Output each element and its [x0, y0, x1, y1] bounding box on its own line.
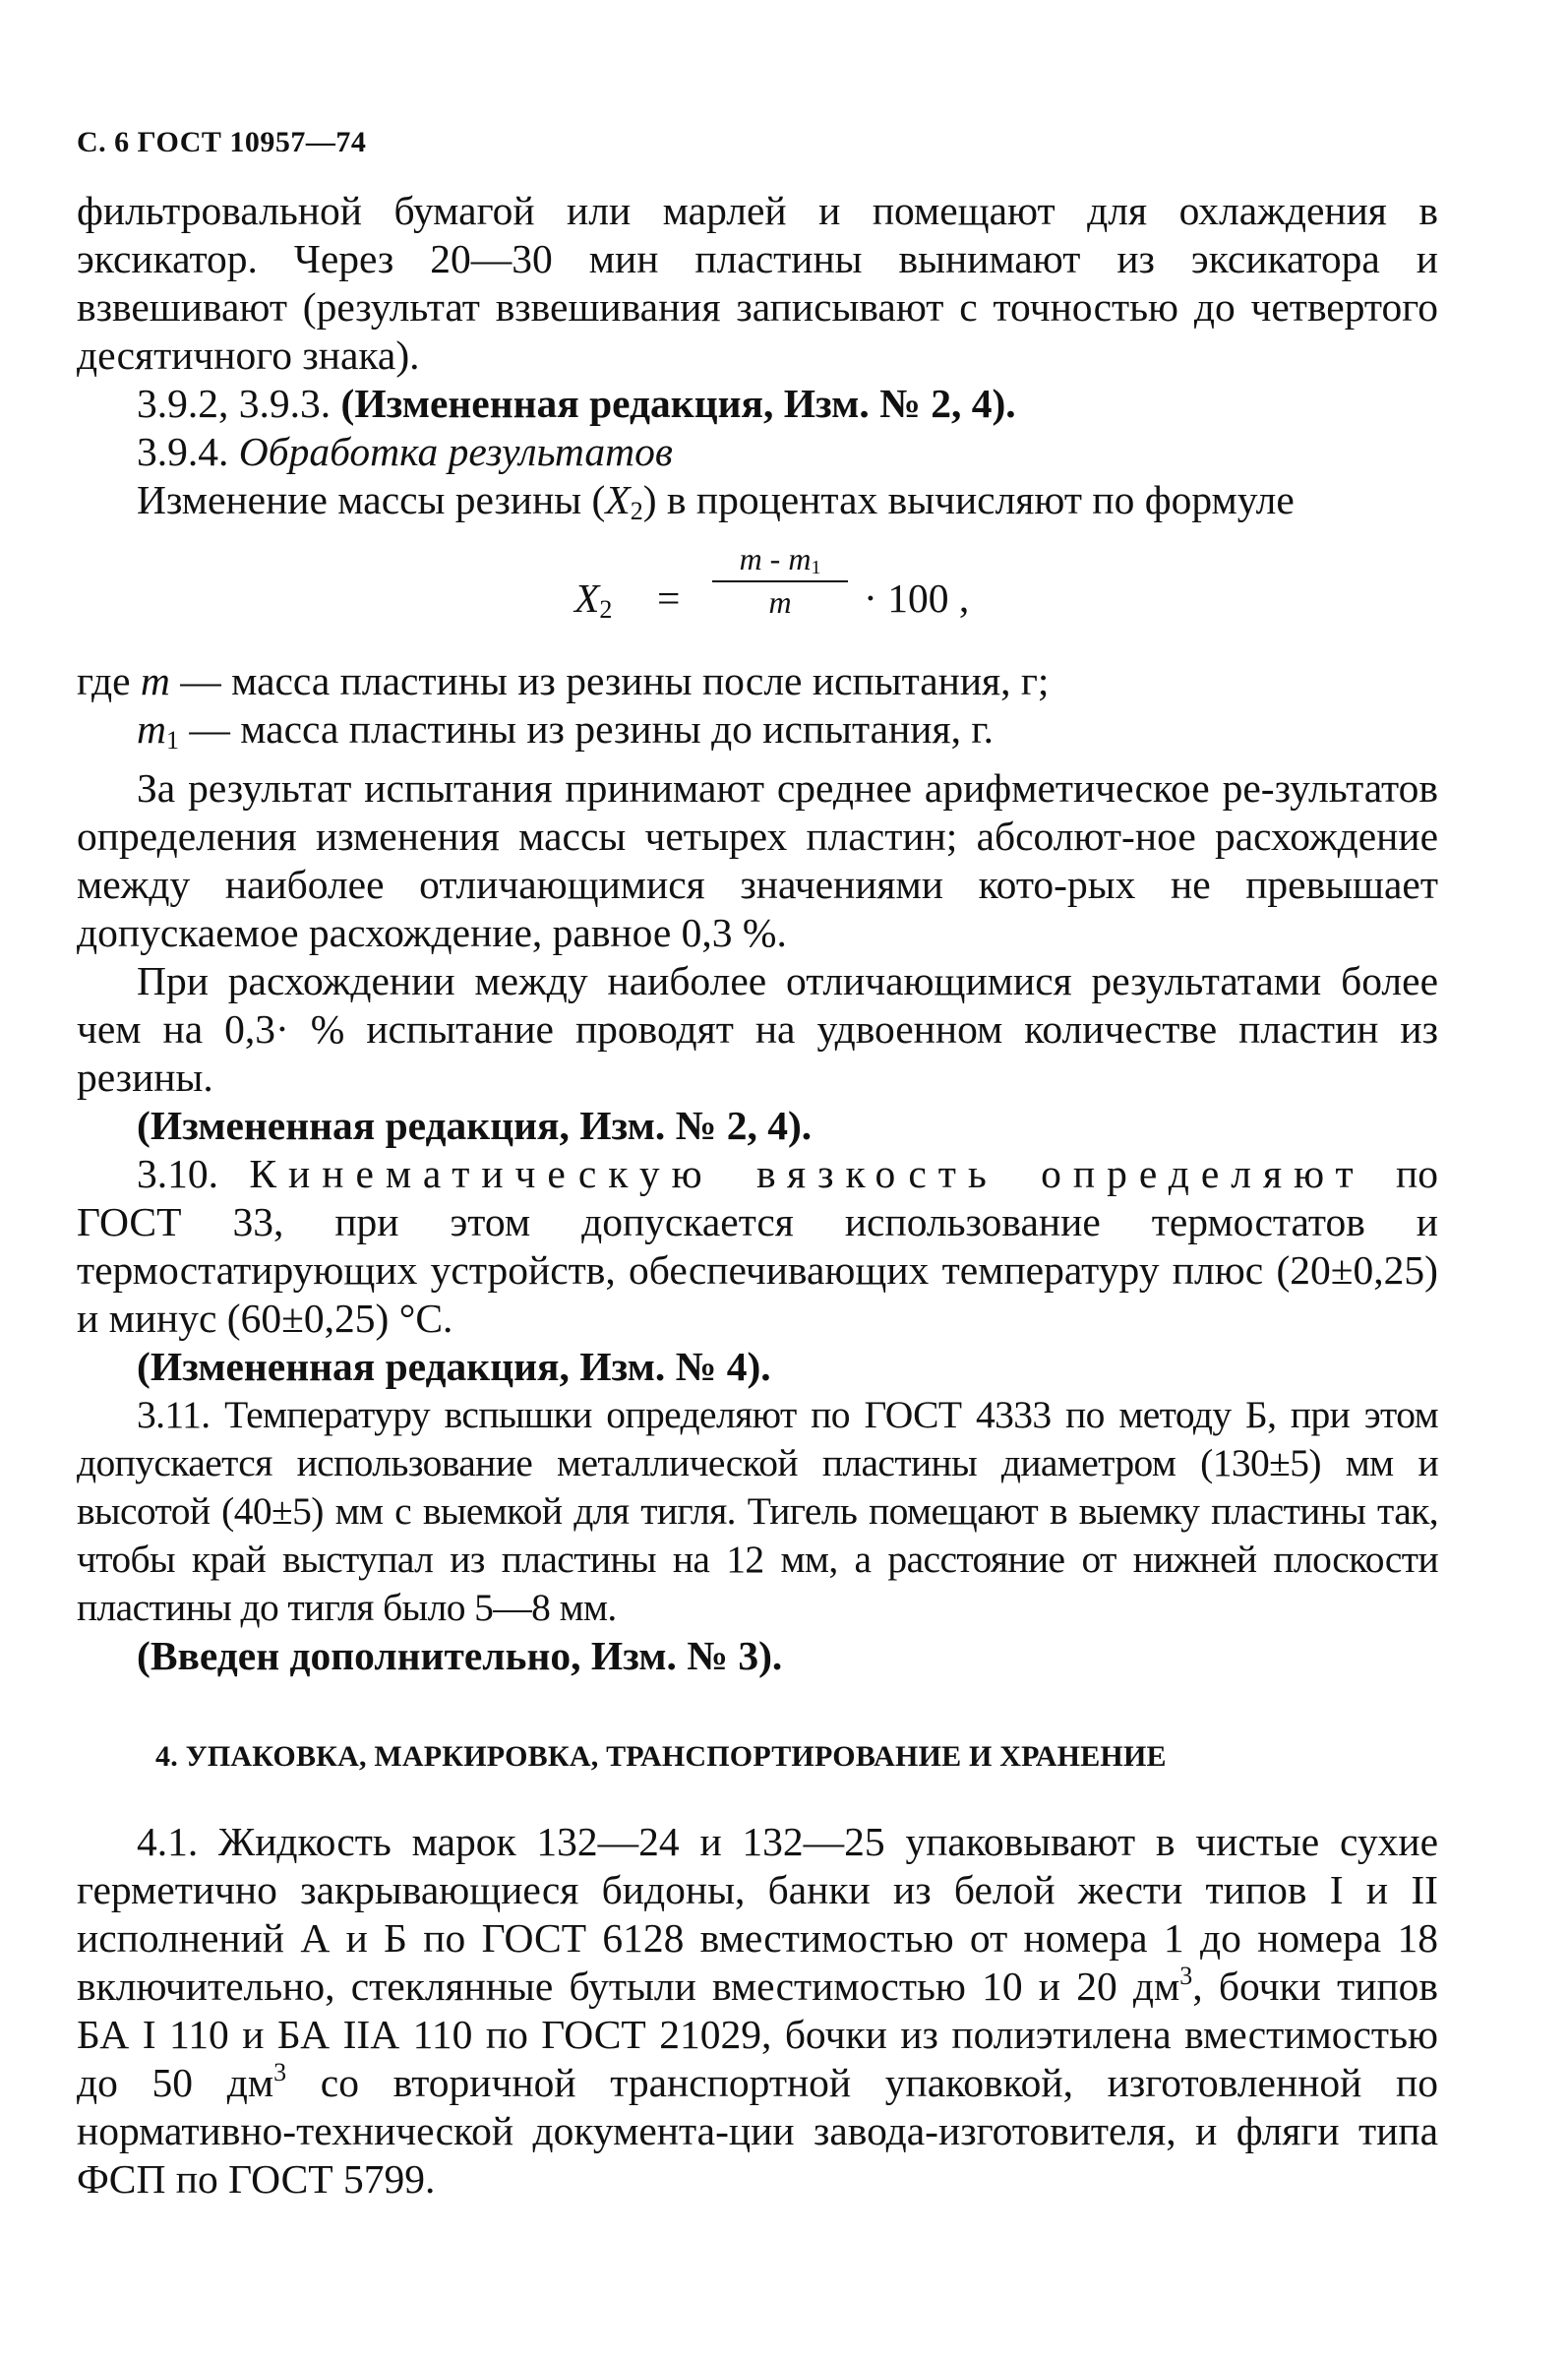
paragraph-result: За результат испытания принимают среднее арифметическое ре-зультатов определения изменения массы четырех пластин; абсолют-ное расхождение между наиболее отличающимися значениями кото-рых не превышает допускаемое расхождение, равное 0,3 %.: [77, 765, 1438, 955]
formula-intro: Изменение массы резины $(X_2)$ в процентах вычисляют по формуле: [137, 477, 1295, 525]
document-body: [77, 187, 1438, 2204]
page-header: С. 6 ГОСТ 10957—74: [77, 126, 367, 158]
paragraph-discrepancy: При расхождении между наиболее отличающимися результатами более чем на 0,3· % испытание проводят на удвоенном количестве пластин из резины.: [77, 958, 1438, 1100]
amendment-note-2: (Измененная редакция, Изм. № 2, 4).: [137, 1103, 813, 1148]
clause-spaced-heading: Кинематическую вязкость определяют: [249, 1151, 1365, 1196]
formula-equals: =: [657, 575, 681, 621]
fraction-denominator: m: [768, 584, 792, 620]
formula-fraction: [706, 539, 854, 622]
clause-number: 3.10.: [137, 1151, 218, 1196]
formula-lhs: $X_2$: [574, 575, 613, 624]
clause-title: Обработка результатов: [238, 429, 673, 474]
formula-multiplier: · 100 ,: [864, 575, 970, 621]
document-page: [77, 126, 1438, 2204]
clause-number: 3.9.4.: [137, 429, 229, 474]
amendment-text: (Измененная редакция, Изм. № 2, 4).: [340, 381, 1016, 426]
amendment-note-4: (Введен дополнительно, Изм. № 3).: [137, 1633, 783, 1678]
paragraph-continuation: фильтровальной бумагой или марлей и помещают для охлаждения в эксикатор. Через 20—30 мин пластины вынимают из эксикатора и взвешивают (результат взвешивания записывают с точностью до четвертого десятичного знака).: [77, 188, 1438, 378]
clause-3-9-4: [77, 428, 1438, 476]
clause-3-10: [77, 1150, 1438, 1343]
amendment-note-3: (Измененная редакция, Изм. № 4).: [137, 1344, 771, 1389]
where-definition-2: $m_1$ — масса пластины из резины до испытания, г.: [137, 706, 995, 755]
formula-block: [77, 539, 1438, 655]
fraction-numerator: m - $m_1$: [739, 541, 821, 578]
clause-3-11: 3.11. Температуру вспышки определяют по ГОСТ 4333 по методу Б, при этом допускается использование металлической пластины диаметром (130±5) мм и высотой (40±5) мм с выемкой для тигля. Тигель помещают в выемку пластины так, чтобы край выступал из пластины на 12 мм, а расстояние от нижней плоскости пластины до тигля было 5—8 мм.: [77, 1393, 1438, 1629]
where-definition-1: где m — масса пластины из резины после испытания, г;: [77, 658, 1050, 703]
clause-number: 3.9.2, 3.9.3.: [137, 381, 332, 426]
amendment-note-1: [77, 380, 1438, 428]
section-heading: 4. УПАКОВКА, МАРКИРОВКА, ТРАНСПОРТИРОВАНИЕ И ХРАНЕНИЕ: [155, 1740, 1167, 1773]
clause-4-1: 4.1. Жидкость марок 132—24 и 132—25 упаковывают в чистые сухие герметично закрывающиеся бидоны, банки из белой жести типов I и II исполнений А и Б по ГОСТ 6128 вместимостью от номера 1 до номера 18 включительно, стеклянные бутыли вместимостью 10 и 20 $дм^3$, бочки типов БА I 110 и БА IIА 110 по ГОСТ 21029, бочки из полиэтилена вместимостью до 50 $дм^3$ со вторичной транспортной упаковкой, изготовленной по нормативно-технической документа-ции завода-изготовителя, и фляги типа ФСП по ГОСТ 5799.: [77, 1819, 1438, 2202]
clause-text: по ГОСТ 33, при этом допускается использование термостатов и термостатирующих устройств, обеспечивающих температуру плюс (20±0,25) и минус (60±0,25) °С.: [77, 1151, 1439, 1341]
